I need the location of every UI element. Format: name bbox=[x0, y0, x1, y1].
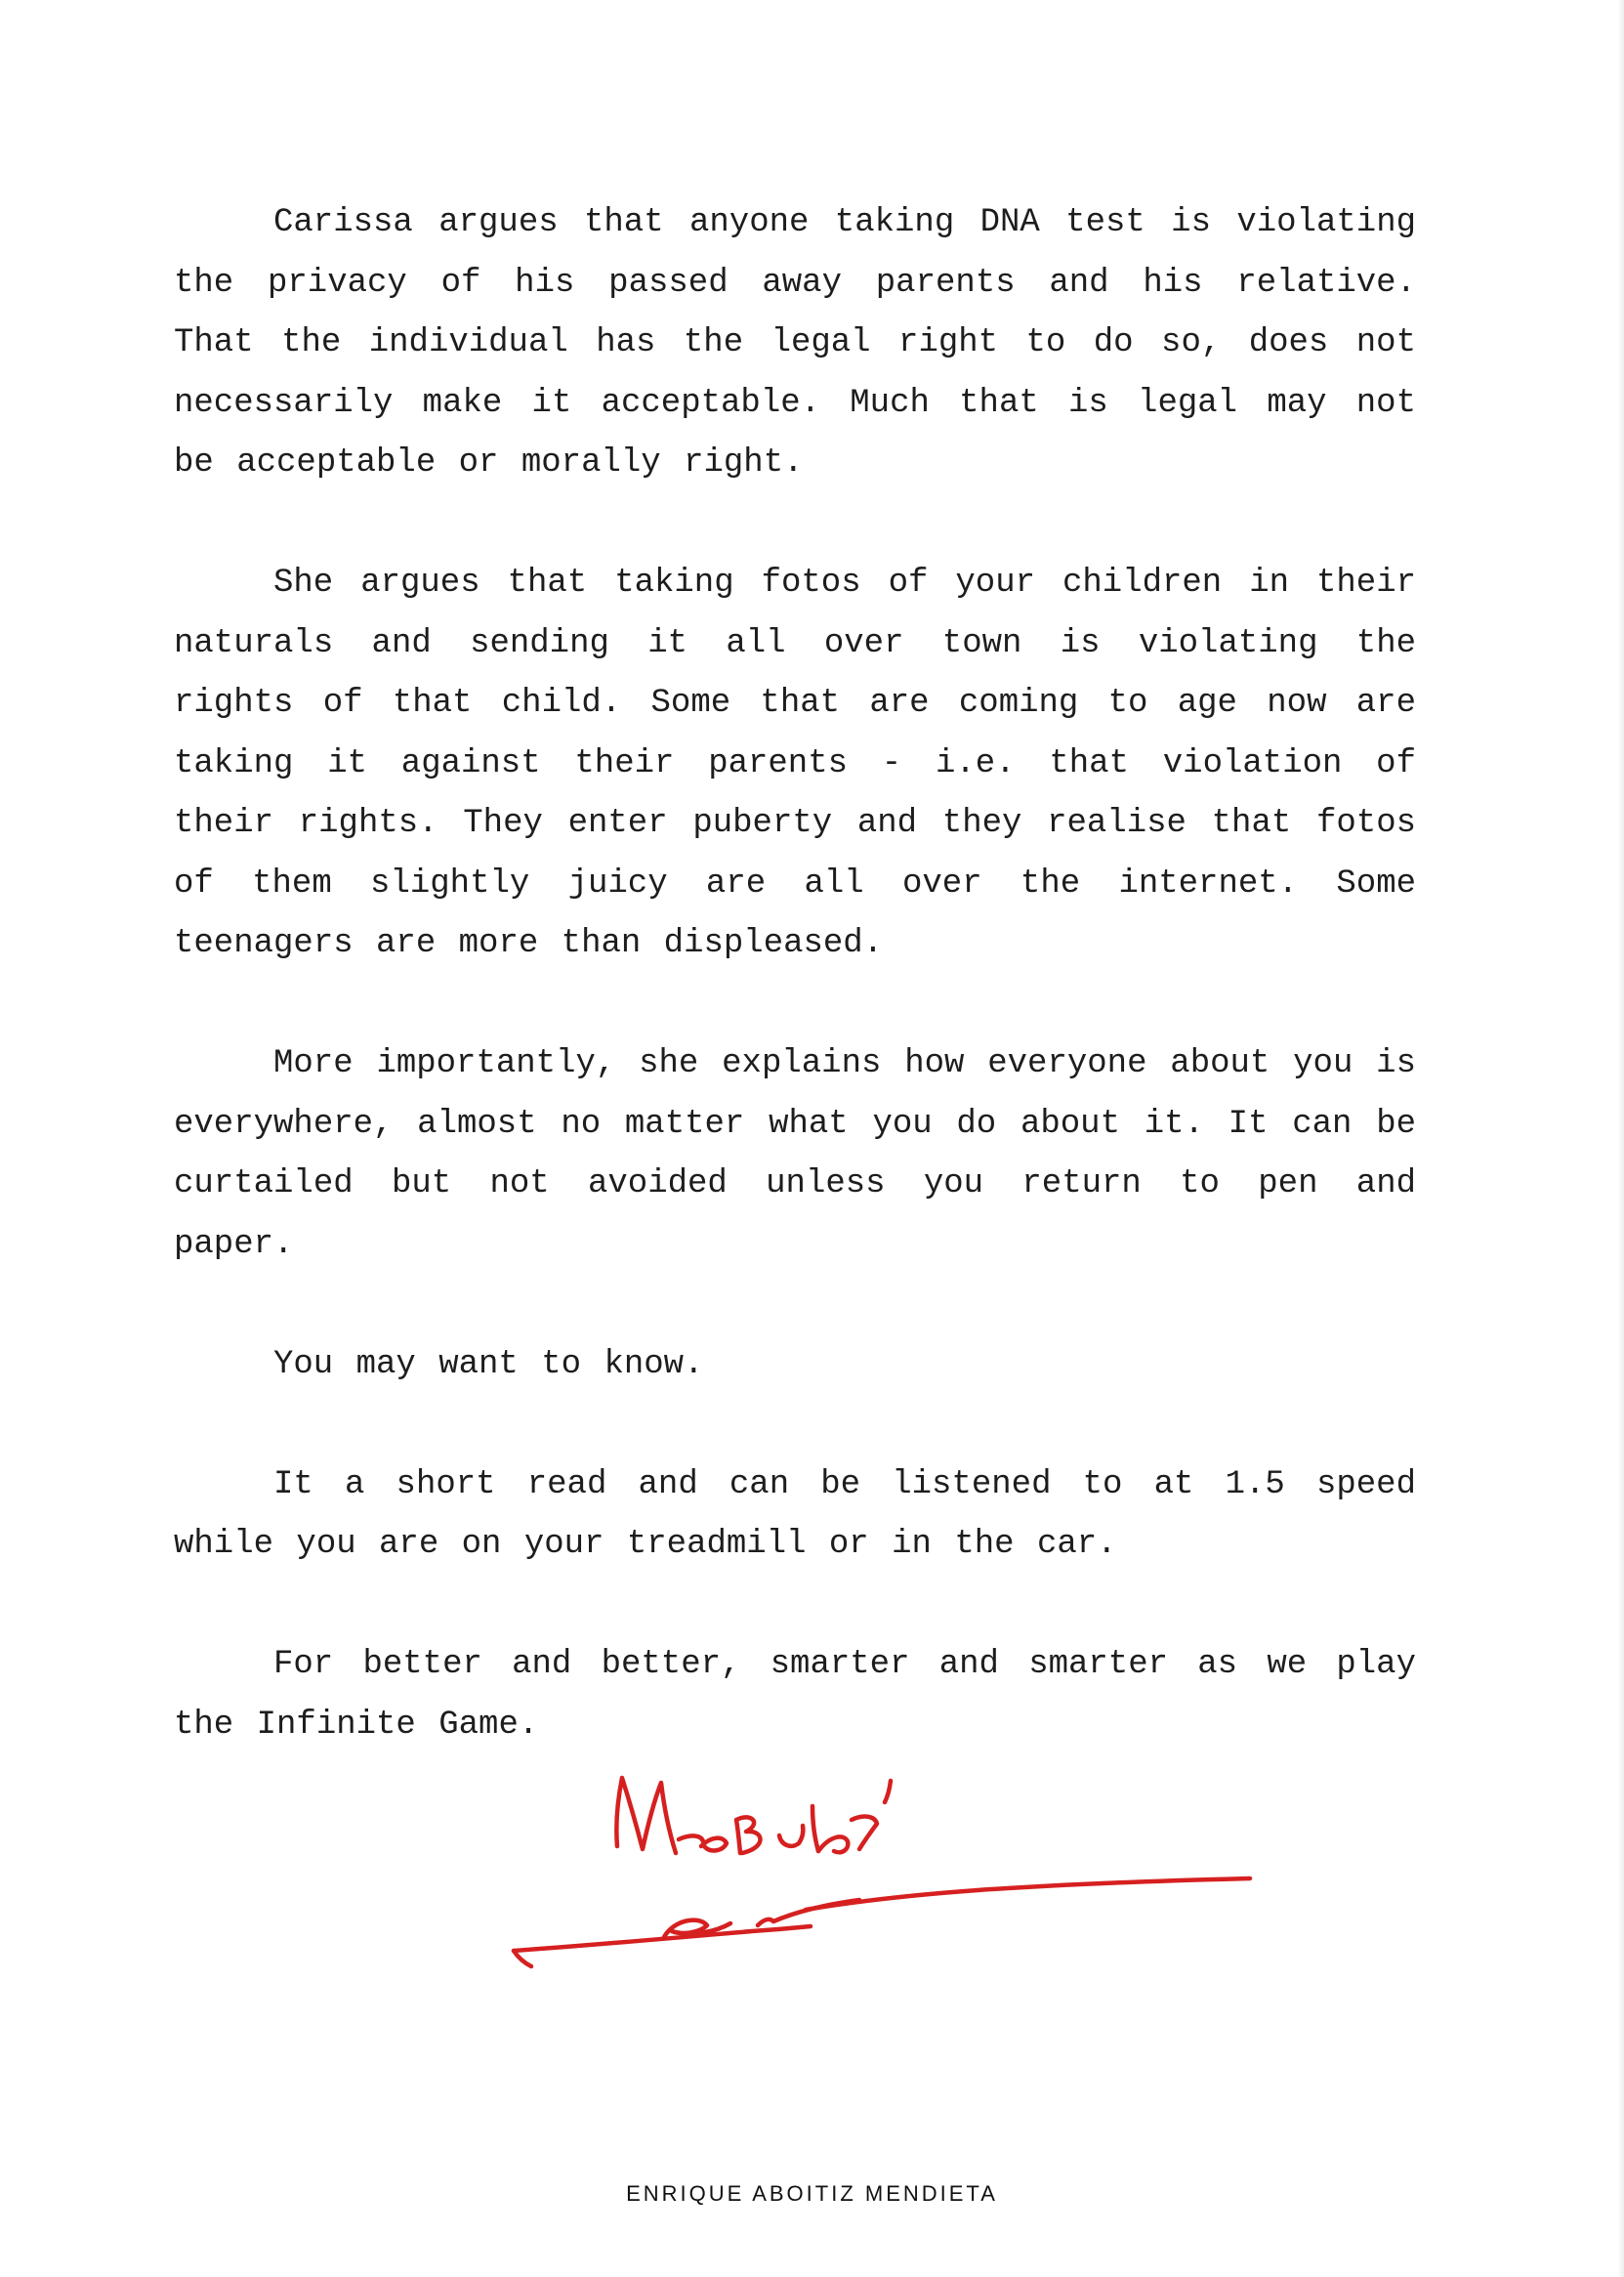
paragraph-want-to-know: You may want to know. bbox=[273, 1345, 704, 1383]
paragraph-children-photos: She argues that taking fotos of your children in their naturals and sending it all over town is violating the rights of that child. Some that are coming to age now are taking it against their parents - i.e. that violation of their rights. They enter puberty and they realise that fotos of them slightly juicy are all over the internet. Some teenagers are more than displeased. bbox=[174, 565, 1416, 962]
letter-body bbox=[174, 193, 1416, 1755]
author-name-footer: ENRIQUE ABOITIZ MENDIETA bbox=[626, 2181, 998, 2206]
page-edge-shadow bbox=[1618, 0, 1624, 2277]
handwritten-signature bbox=[508, 1763, 1260, 2017]
signature-drawing bbox=[508, 1763, 1260, 2017]
paragraph-everywhere: More importantly, she explains how everyone about you is everywhere, almost no matter what you do about it. It can be curtailed but not avoided unless you return to pen and paper. bbox=[174, 1045, 1416, 1263]
paragraph-short-read: It a short read and can be listened to at 1.5 speed while you are on your treadmill or in the car. bbox=[174, 1465, 1416, 1563]
paragraph-infinite-game: For better and better, smarter and smarter as we play the Infinite Game. bbox=[174, 1646, 1416, 1744]
paragraph-dna-privacy: Carissa argues that anyone taking DNA test is violating the privacy of his passed away parents and his relative. That the individual has the legal right to do so, does not necessarily make it acceptable. Much that is legal may not be acceptable or morally right. bbox=[174, 204, 1416, 482]
